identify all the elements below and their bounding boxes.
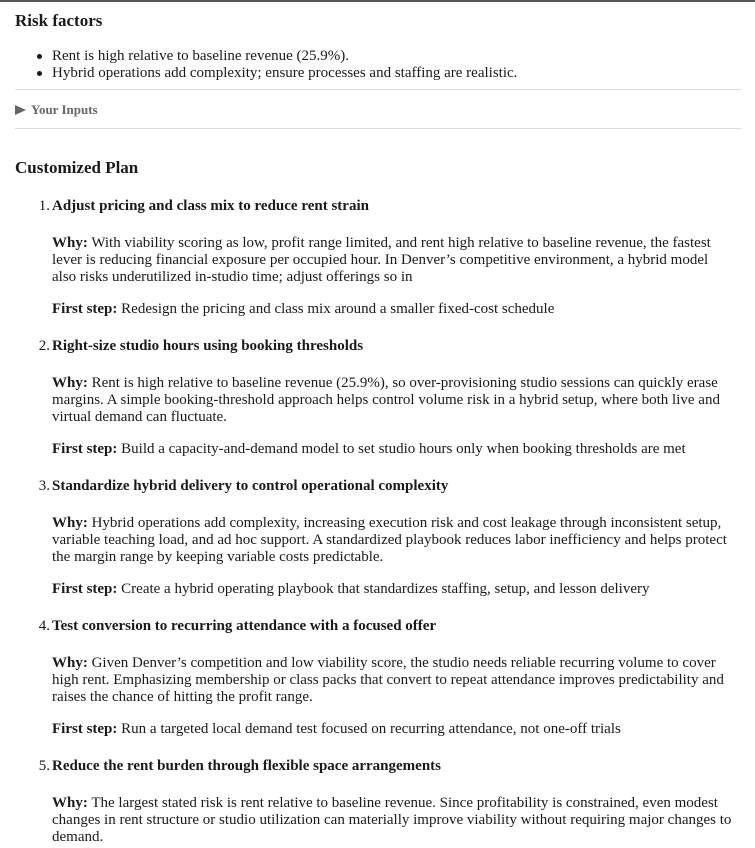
step-heading xyxy=(38,618,741,635)
risk-item: Hybrid operations add complexity; ensure processes and staffing are realistic. xyxy=(52,65,741,82)
first-step-text: Create a hybrid operating playbook that standardizes staffing, setup, and lesson delivery xyxy=(121,581,650,597)
first-step-label: First step: xyxy=(52,301,118,317)
risk-factors-list xyxy=(15,31,741,82)
customized-plan-heading: Customized Plan xyxy=(15,158,139,177)
step-title: Standardize hybrid delivery to control operational complexity xyxy=(52,478,449,494)
plan-step xyxy=(38,338,741,458)
step-first xyxy=(52,721,741,738)
step-number: 3. xyxy=(38,478,50,494)
page xyxy=(0,2,755,846)
step-why xyxy=(52,655,741,706)
step-first xyxy=(52,581,741,598)
step-number: 4. xyxy=(38,618,50,634)
risk-item: Rent is high relative to baseline revenue (25.9%). xyxy=(52,48,741,65)
step-first xyxy=(52,441,741,458)
plan-steps-list xyxy=(15,198,741,846)
step-title: Right-size studio hours using booking thresholds xyxy=(52,338,364,354)
why-label: Why: xyxy=(52,795,88,811)
why-text: Given Denver’s competition and low viability score, the studio needs reliable recurring volume to cover high rent. Emphasizing membership or class packs that convert to repeat attendance improves predictability and raises the chance of hitting the profit range. xyxy=(52,655,724,705)
why-label: Why: xyxy=(52,655,88,671)
first-step-label: First step: xyxy=(52,581,118,597)
plan-step xyxy=(38,758,741,846)
your-inputs-label: Your Inputs xyxy=(31,101,98,117)
step-number: 5. xyxy=(38,758,50,774)
step-why xyxy=(52,235,741,286)
step-title: Adjust pricing and class mix to reduce rent strain xyxy=(52,198,369,214)
first-step-label: First step: xyxy=(52,721,118,737)
step-number: 1. xyxy=(38,198,50,214)
why-text: Rent is high relative to baseline revenue (25.9%), so over-provisioning studio sessions can quickly erase margins. A simple booking-threshold approach helps control volume risk in a hybrid setup, where both live and virtual demand can fluctuate. xyxy=(52,375,720,425)
your-inputs-toggle[interactable] xyxy=(15,90,741,128)
step-heading xyxy=(38,478,741,495)
step-why xyxy=(52,795,741,846)
plan-step xyxy=(38,618,741,738)
triangle-right-icon xyxy=(15,105,26,115)
why-text: Hybrid operations add complexity, increasing execution risk and cost leakage through inconsistent setup, variable teaching load, and ad hoc support. A standardized playbook reduces labor inefficiency and helps protect the margin range by keeping variable costs predictable. xyxy=(52,515,727,565)
step-first xyxy=(52,301,741,318)
step-why xyxy=(52,515,741,566)
first-step-text: Redesign the pricing and class mix around a smaller fixed-cost schedule xyxy=(121,301,555,317)
first-step-text: Run a targeted local demand test focused on recurring attendance, not one-off trials xyxy=(121,721,621,737)
step-heading xyxy=(38,198,741,215)
step-why xyxy=(52,375,741,426)
why-label: Why: xyxy=(52,375,88,391)
step-title: Test conversion to recurring attendance with a focused offer xyxy=(52,618,437,634)
step-number: 2. xyxy=(38,338,50,354)
why-text: The largest stated risk is rent relative to baseline revenue. Since profitability is constrained, even modest changes in rent structure or studio utilization can materially improve viability without requiring major changes to demand. xyxy=(52,795,732,845)
step-title: Reduce the rent burden through flexible space arrangements xyxy=(52,758,442,774)
why-text: With viability scoring as low, profit range limited, and rent high relative to baseline revenue, the fastest lever is reducing financial exposure per occupied hour. In Denver’s competitive environment, a hybrid model also risks underutilized in-studio time; adjust offerings so in xyxy=(52,235,711,285)
plan-step xyxy=(38,478,741,598)
first-step-label: First step: xyxy=(52,441,118,457)
plan-step xyxy=(38,198,741,318)
why-label: Why: xyxy=(52,515,88,531)
step-heading xyxy=(38,338,741,355)
why-label: Why: xyxy=(52,235,88,251)
risk-factors-heading: Risk factors xyxy=(15,11,103,30)
step-heading xyxy=(38,758,741,775)
first-step-text: Build a capacity-and-demand model to set studio hours only when booking thresholds are met xyxy=(121,441,686,457)
